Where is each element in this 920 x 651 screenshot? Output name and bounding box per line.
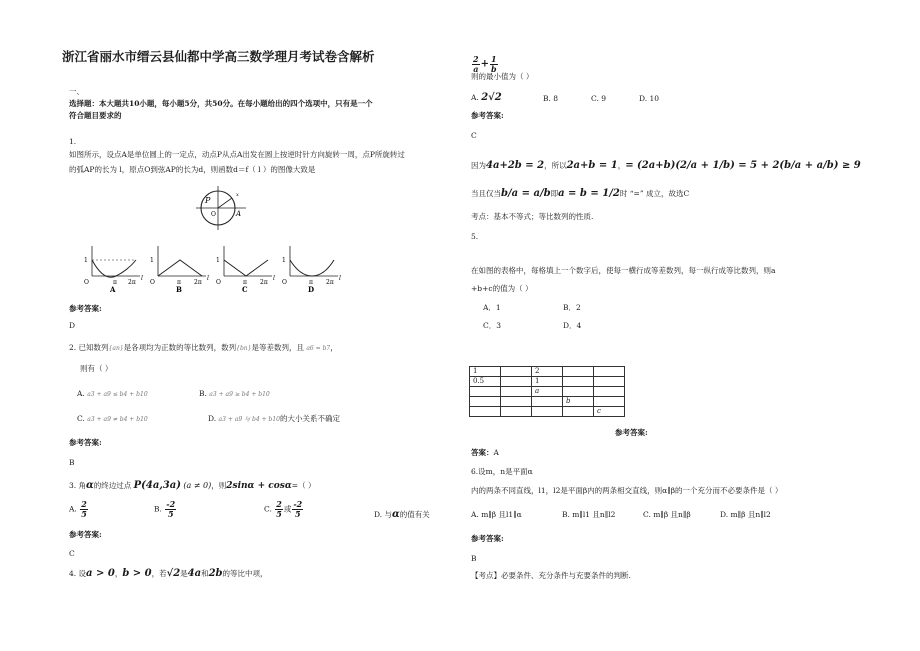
q4-solution-cond (471, 188, 689, 200)
q1-stem: 如图所示，设点A是单位圆上的一定点，动点P从点A出发在圆上按逆时针方向旋转一周，点P所旋转过 (69, 150, 405, 159)
q4-option-a-val: 2√2 (481, 92, 502, 103)
q4-stem-pre: 设 (78, 569, 87, 578)
q1-answer: D (69, 321, 76, 330)
q2-condition: a6 = b7 (306, 345, 331, 352)
q5-option-d-label: D． (563, 321, 577, 330)
q5-option-b-val: 2 (576, 303, 581, 312)
q4-power-1: 4a (187, 568, 202, 579)
table-row (470, 397, 625, 407)
q4-sol-mid: ，所以 (544, 161, 567, 170)
q4-cond-b: b > 0 (122, 568, 152, 579)
q4-option-d-val: 10 (649, 94, 660, 103)
grid-cell (563, 367, 594, 377)
circle-label-a: A (236, 210, 242, 218)
graph-b-xvar: l (207, 275, 209, 282)
q4-sol-val: a = b = 1/2 (558, 188, 620, 199)
q2-seq-a: {an} (108, 345, 124, 352)
q6-stem-line1: 设m，n是平面α (478, 467, 533, 476)
q2-stem-mid: 是各项均为正数的等比数列，数列 (123, 343, 237, 352)
q5-option-c-val: 3 (496, 321, 502, 330)
q6-option-a-label: A. (471, 510, 479, 519)
grid-cell (563, 407, 594, 417)
q6-option-d-val: m∥β 且n∥l2 (730, 510, 771, 519)
q5-stem: 在如图的表格中，每格填上一个数字后，使每一横行成等差数列，每一纵行成等比数列，则a (471, 266, 776, 275)
q3-alpha: α (86, 480, 94, 491)
q3-expression: 2sinα + cosα (226, 481, 292, 491)
q6-option-b-val: m∥l1 且n∥l2 (572, 510, 616, 519)
q3-stem-pre: 角 (78, 481, 87, 490)
q4-frac-1-num: 2 (473, 54, 479, 64)
q2-option-b (199, 389, 270, 400)
q4-stem-post: 的等比中项， (222, 569, 268, 578)
graph-c-pi: π (243, 279, 247, 286)
q4-answer: C (471, 131, 477, 140)
q4-plus: + (480, 58, 489, 70)
q5-option-a-label: A． (483, 303, 496, 312)
q5-option-b-label: B． (563, 303, 577, 312)
q3-condition: (a ≠ 0) (183, 481, 212, 490)
q3-answer: C (69, 549, 75, 558)
q3-point: P(4a,3a) (133, 480, 181, 491)
q4-sol-tail: 时 “=” 成立，故选C (619, 189, 690, 198)
q4-option-c-val: 9 (601, 94, 607, 103)
grid-cell (501, 377, 532, 387)
q6-number: 6. (471, 467, 479, 476)
graph-c-2pi: 2π (260, 279, 268, 286)
q6-stem-cont: 内的两条不同直线，l1，l2是平面β内的两条相交直线，则α∥β的一个充分而不必要条件是（ ） (471, 486, 783, 495)
q4-root: √2 (166, 568, 181, 579)
q2-option-d-suffix: 的大小关系不确定 (279, 414, 340, 423)
q2-option-a (77, 389, 148, 400)
graph-b-pi: π (177, 279, 181, 286)
grid-cell: 1 (532, 377, 563, 387)
q3-option-b-den: 5 (167, 509, 174, 519)
q4-mid2: 是 (180, 569, 188, 578)
q3-option-c-den2: 5 (294, 509, 301, 519)
q4-option-d (639, 94, 659, 104)
q6-option-c-val: m∥β 且n∥β (653, 510, 691, 519)
q5-answer (471, 448, 499, 458)
q5-option-d (563, 321, 581, 331)
q4-cond-a: a > 0 (86, 568, 115, 579)
q3-option-d (374, 510, 430, 520)
q4-mid1: ，若 (151, 569, 167, 578)
q3-number: 3. (69, 481, 77, 490)
grid-cell (594, 387, 625, 397)
q4-ask (471, 72, 533, 82)
q5-answer-prefix: 答案： (471, 448, 494, 457)
grid-cell (470, 397, 501, 407)
graph-a-pi: π (113, 279, 117, 286)
graph-b-2pi: 2π (194, 279, 202, 286)
q2-option-d-label: D. (208, 414, 217, 423)
q2-option-a-label: A. (77, 389, 85, 398)
q4-power-2: 2b (208, 568, 223, 579)
graph-a-xvar: l (141, 275, 143, 282)
q6-answer-label: 参考答案: (471, 534, 504, 543)
q5-option-a (483, 303, 501, 313)
grid-cell (532, 407, 563, 417)
q3-option-b (154, 500, 177, 519)
graph-a (84, 246, 143, 294)
q3-option-d-post: 的值有关 (399, 510, 430, 519)
q4-option-c (591, 94, 606, 104)
q4-then: 则 (471, 72, 479, 81)
graph-d-xvar: l (339, 275, 341, 282)
q3-option-a-num: 2 (81, 499, 87, 509)
q6-option-b (562, 510, 615, 520)
q4-option-a-label: A. (471, 93, 479, 102)
q4-sol-pre: 因为 (471, 161, 486, 170)
grid-cell: a (532, 387, 563, 397)
q2-number: 2. (69, 343, 77, 352)
grid-cell (532, 397, 563, 407)
graph-a-2pi: 2π (128, 279, 136, 286)
q3-option-c-or: 或 (283, 504, 292, 514)
grid-cell: 2 (532, 367, 563, 377)
q4-mid3: 和 (201, 569, 209, 578)
q4-option-b-val: 8 (553, 94, 559, 103)
q4-solution: 因为4a+2b = 2，所以2a+b = 1，= (2a+b)(2/a + 1/b) = 5 + 2(b/a + a/b) ≥ 9 (471, 160, 861, 171)
graph-d-label: D (308, 285, 315, 294)
q6-option-c-label: C. (643, 510, 651, 519)
q4-stem: 4. 设a > 0，b > 0，若√2是4a和2b的等比中项， (69, 568, 268, 579)
q2-answer: B (69, 458, 75, 467)
circle-label-o: O (211, 211, 216, 218)
page-title: 浙江省丽水市缙云县仙都中学高三数学理月考试卷含解析 (62, 49, 375, 64)
q4-frac-2-num: 1 (490, 54, 497, 64)
section-heading-cont: 符合题目要求的 (69, 111, 122, 120)
q6-stem (471, 467, 533, 477)
q6-option-c (643, 510, 691, 520)
grid-cell: 1 (470, 367, 501, 377)
graph-a-origin: O (84, 279, 89, 286)
grid-cell: 0.5 (470, 377, 501, 387)
q6-option-d (720, 510, 771, 520)
q4-sol-when: 当且仅当 (471, 189, 501, 198)
circle-label-x: x (236, 192, 239, 198)
graph-b-y-tick: 1 (150, 257, 154, 264)
q4-sol-eq2: 2a+b = 1 (566, 160, 618, 171)
unit-circle-figure (196, 186, 248, 230)
q2-option-c (77, 414, 148, 425)
q4-option-b-label: B. (543, 94, 551, 103)
graph-a-y-tick: 1 (84, 257, 88, 264)
q3-option-d-pre: 与 (384, 510, 393, 519)
q2-stem-pre: 已知数列 (78, 343, 109, 352)
grid-cell (563, 387, 594, 397)
q6-option-d-label: D. (720, 510, 729, 519)
graph-c-origin: O (216, 279, 221, 286)
q1-stem-cont: 的弧AP的长为 l，原点O到弦AP的长为d，则函数d＝f（ l ）的图像大致是 (69, 165, 316, 174)
graph-b (150, 246, 209, 294)
graph-d-2pi: 2π (326, 279, 334, 286)
q3-option-b-num: -2 (166, 499, 176, 509)
q5-option-a-val: 1 (495, 303, 501, 312)
q3-option-d-sym: α (392, 509, 400, 520)
graph-b-origin: O (150, 279, 155, 286)
q3-option-b-label: B. (154, 504, 162, 514)
q3-option-a-frac (80, 500, 88, 519)
q3-option-c-den1: 5 (276, 509, 282, 519)
q4-option-c-label: C. (591, 94, 599, 103)
circle-label-p: P (205, 196, 211, 205)
q3-option-a (69, 500, 89, 519)
q3-option-c (264, 500, 304, 519)
section-heading: 选择题：本大题共10小题，每小题5分，共50分。在每小题给出的四个选项中，只有是一个 (69, 99, 373, 108)
grid-cell (470, 407, 501, 417)
q3-stem (69, 481, 315, 491)
q2-stem: 2. 已知数列{an}是各项均为正数的等比数列，数列{bn}是等差数列，且 a6 = b7， (69, 343, 338, 352)
graph-a-label: A (110, 285, 116, 294)
q2-option-a-expr: a3 + a9 ≤ b4 + b10 (87, 391, 148, 398)
grid-cell (501, 367, 532, 377)
q3-option-a-label: A. (69, 504, 77, 514)
q3-stem-post: ，则 (211, 481, 227, 490)
q4-sol-cond: b/a = a/b (501, 188, 551, 199)
graph-c-xvar: l (273, 275, 275, 282)
q5-answer-label: 参考答案: (615, 428, 648, 437)
q3-answer-label: 参考答案: (69, 530, 102, 539)
grid-cell (470, 387, 501, 397)
grid-cell (501, 387, 532, 397)
graph-c (216, 246, 275, 294)
q2-stem-post: 是等差数列，且 (251, 343, 304, 352)
q3-option-c-label: C. (264, 504, 272, 514)
q3-option-c-num2: -2 (293, 499, 303, 509)
q4-number: 4. (69, 569, 77, 578)
q6-option-b-label: B. (562, 510, 570, 519)
q5-option-b (563, 303, 581, 313)
q2-answer-label: 参考答案: (69, 438, 102, 447)
section-index: 一、 (69, 87, 84, 96)
q2-seq-b: {bn} (236, 345, 252, 352)
graph-d-y-tick: 1 (282, 257, 286, 264)
q4-option-d-label: D. (639, 94, 648, 103)
q2-option-c-label: C. (77, 414, 85, 423)
q2-ask: 则有（ ） (80, 364, 113, 373)
q3-eq: =（ ） (291, 481, 316, 490)
graph-c-label: C (242, 285, 248, 294)
q5-stem-cont: +b+c的值为（ ） (471, 284, 533, 293)
q3-option-c-frac1 (275, 500, 283, 519)
graph-d-pi: π (309, 279, 313, 286)
grid-cell (594, 397, 625, 407)
q5-option-c (483, 321, 501, 331)
q4-sol-long: = (2a+b)(2/a + 1/b) = 5 + 2(b/a + a/b) ≥ 9 (625, 160, 861, 171)
q4-frac-2-den: b (490, 64, 497, 74)
q2-option-c-expr: a3 + a9 ≠ b4 + b10 (87, 416, 148, 423)
q3-option-b-frac (165, 500, 176, 519)
q6-kaodian: 【考点】必要条件、充分条件与充要条件的判断. (471, 571, 631, 580)
q4-frac-1-den: a (473, 64, 479, 74)
q4-kaodian: 考点：基本不等式；等比数列的性质. (471, 212, 594, 221)
q4-answer-label: 参考答案: (471, 111, 504, 120)
table-row (470, 387, 625, 397)
q1-number: 1. (69, 137, 77, 146)
q5-number-grid (469, 366, 625, 417)
table-row (470, 367, 625, 377)
q3-stem-mid: 的终边过点 (93, 481, 132, 490)
q5-option-d-val: 4 (576, 321, 582, 330)
q3-option-d-label: D. (374, 510, 383, 519)
grid-cell (594, 367, 625, 377)
grid-cell (563, 377, 594, 387)
q1-option-graphs (80, 242, 340, 294)
q3-option-c-frac2 (292, 500, 303, 519)
q4-option-a (471, 93, 502, 103)
q6-option-a (471, 510, 522, 520)
q4-option-b (543, 94, 558, 104)
grid-cell (594, 377, 625, 387)
q5-answer-value: A (493, 448, 499, 457)
q2-option-d (208, 414, 340, 425)
q5-number: 5. (471, 232, 479, 241)
graph-b-label: B (176, 285, 182, 294)
q2-option-d-expr: a3 + a9 与 b4 + b10 (218, 416, 280, 423)
table-row (470, 407, 625, 417)
q3-option-a-den: 5 (81, 509, 87, 519)
q2-option-b-label: B. (199, 389, 207, 398)
q1-answer-label: 参考答案: (69, 304, 102, 313)
q4-sol-eq: 4a+2b = 2 (486, 160, 545, 171)
q2-option-b-expr: a3 + a9 ≥ b4 + b10 (209, 391, 270, 398)
q5-option-c-label: C． (483, 321, 497, 330)
graph-c-y-tick: 1 (216, 257, 220, 264)
q4-ask-text: 的最小值为（ ） (478, 72, 534, 81)
grid-cell (501, 407, 532, 417)
q4-sol-ji: 即 (550, 189, 559, 198)
grid-cell: c (594, 407, 625, 417)
grid-cell: b (563, 397, 594, 407)
grid-cell (501, 397, 532, 407)
q6-option-a-val: m∥β 且l1∥α (481, 510, 522, 519)
graph-d (282, 246, 341, 294)
q3-option-c-num1: 2 (276, 499, 282, 509)
graph-d-origin: O (282, 279, 287, 286)
q6-answer: B (471, 554, 477, 563)
table-row (470, 377, 625, 387)
